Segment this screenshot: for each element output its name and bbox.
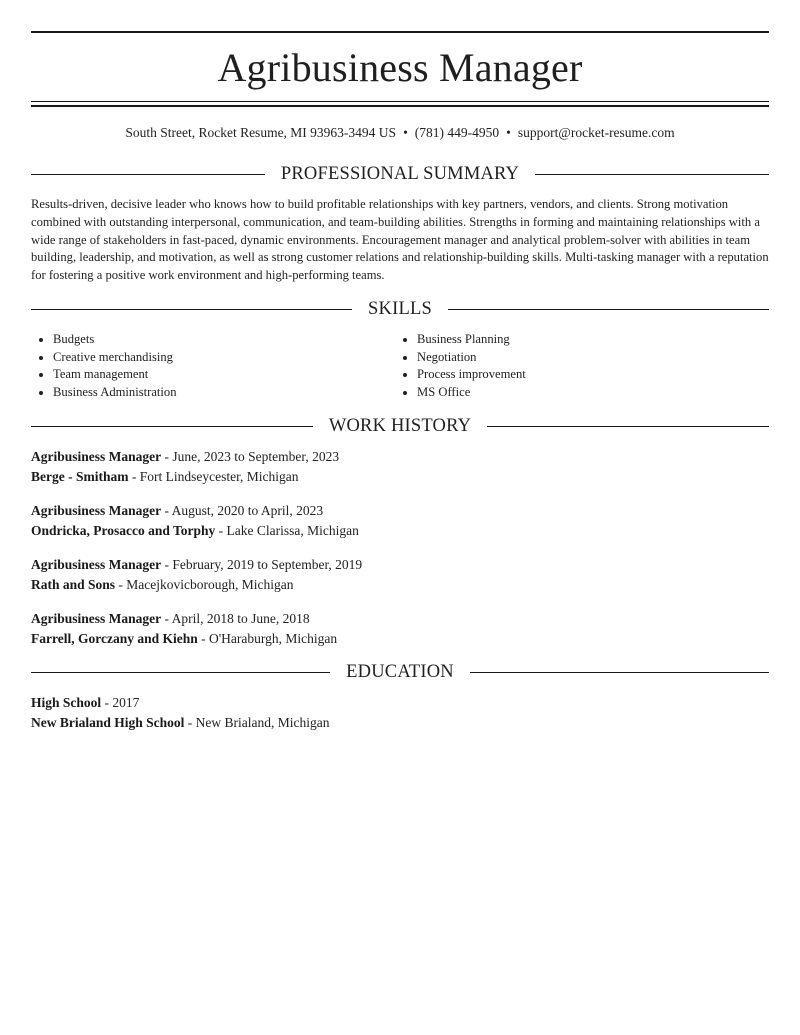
skill-item: • Team management xyxy=(53,366,395,384)
heading-rule-right xyxy=(448,309,769,310)
contact-address: South Street, Rocket Resume, MI 93963-3494 US xyxy=(125,125,397,140)
job-dates: - February, 2019 to September, 2019 xyxy=(161,557,363,572)
job-line xyxy=(31,447,769,467)
heading-label: SKILLS xyxy=(368,299,432,319)
job-line xyxy=(31,555,769,575)
work-entry xyxy=(31,501,769,541)
skill-item: • Creative merchandising xyxy=(53,349,395,367)
job-title: Agribusiness Manager xyxy=(31,449,162,464)
bullet-separator: • xyxy=(506,125,511,140)
skill-item: • MS Office xyxy=(417,384,759,402)
job-title: Agribusiness Manager xyxy=(31,557,162,572)
skills-column-left xyxy=(31,331,395,402)
job-title: Agribusiness Manager xyxy=(31,611,162,626)
heading-rule-left xyxy=(31,309,352,310)
heading-rule-right xyxy=(487,426,769,427)
job-title: Agribusiness Manager xyxy=(31,503,162,518)
heading-label: PROFESSIONAL SUMMARY xyxy=(280,164,520,184)
heading-rule-right xyxy=(535,174,769,175)
company-name: Ondricka, Prosacco and Torphy xyxy=(31,523,216,538)
heading-rule-left xyxy=(31,426,313,427)
heading-rule-left xyxy=(31,672,330,673)
graduation-year: - 2017 xyxy=(101,695,140,710)
bullet-separator: • xyxy=(403,125,408,140)
degree: High School xyxy=(31,695,102,710)
section-heading-skills xyxy=(31,297,769,321)
heading-rule-right xyxy=(470,672,769,673)
school-location: - New Brialand, Michigan xyxy=(184,715,330,730)
section-heading-education xyxy=(31,660,769,684)
contact-email: support@rocket-resume.com xyxy=(517,125,675,140)
skill-item: • Business Administration xyxy=(53,384,395,402)
company-location: - Macejkovicborough, Michigan xyxy=(115,577,294,592)
contact-phone: (781) 449-4950 xyxy=(414,125,500,140)
work-entry xyxy=(31,555,769,595)
section-heading-summary xyxy=(31,162,769,186)
skills-list xyxy=(31,331,769,402)
job-line xyxy=(31,501,769,521)
education-entry xyxy=(31,693,769,733)
skill-item: • Budgets xyxy=(53,331,395,349)
resume-title: Agribusiness Manager xyxy=(217,45,583,90)
work-entry xyxy=(31,609,769,649)
school-line xyxy=(31,713,769,733)
heading-label: WORK HISTORY xyxy=(328,416,472,436)
summary-text: Results-driven, decisive leader who knows how to build profitable relationships with key partners, vendors, and clients. Strong motivation combined with outstanding interpersonal, communication, and team-building abilities. Strengths in forming and maintaining relationships with a wide range of stakeholders in fast-paced, dynamic environments. Encouragement manager and analytical problem-solver with abilities in team building, leadership, and motivation, as well as strong customer relations and relationship-building skills. Multi-tasking manager with a reputation for fostering a positive work environment and high-performing teams. xyxy=(31,197,769,283)
company-name: Farrell, Gorczany and Kiehn xyxy=(31,631,198,646)
top-rule xyxy=(31,31,769,33)
degree-line xyxy=(31,693,769,713)
company-line xyxy=(31,629,769,649)
company-line xyxy=(31,467,769,487)
company-location: - Lake Clarissa, Michigan xyxy=(215,523,359,538)
company-name: Rath and Sons xyxy=(31,577,116,592)
job-dates: - April, 2018 to June, 2018 xyxy=(161,611,310,626)
skill-item: • Negotiation xyxy=(417,349,759,367)
job-dates: - June, 2023 to September, 2023 xyxy=(161,449,340,464)
section-heading-work-history xyxy=(31,414,769,438)
company-line xyxy=(31,575,769,595)
company-location: - O'Haraburgh, Michigan xyxy=(197,631,338,646)
job-dates: - August, 2020 to April, 2023 xyxy=(161,503,324,518)
company-location: - Fort Lindseycester, Michigan xyxy=(128,469,299,484)
school-name: New Brialand High School xyxy=(31,715,185,730)
heading-label: EDUCATION xyxy=(346,662,454,682)
heading-rule-left xyxy=(31,174,265,175)
title-rule-thick xyxy=(31,105,769,107)
skill-item: • Process improvement xyxy=(417,366,759,384)
work-entry xyxy=(31,447,769,487)
job-line xyxy=(31,609,769,629)
company-name: Berge - Smitham xyxy=(31,469,129,484)
skills-column-right xyxy=(395,331,759,402)
contact-line xyxy=(31,124,769,142)
skill-item: • Business Planning xyxy=(417,331,759,349)
title-rule-thin xyxy=(31,101,769,102)
company-line xyxy=(31,521,769,541)
